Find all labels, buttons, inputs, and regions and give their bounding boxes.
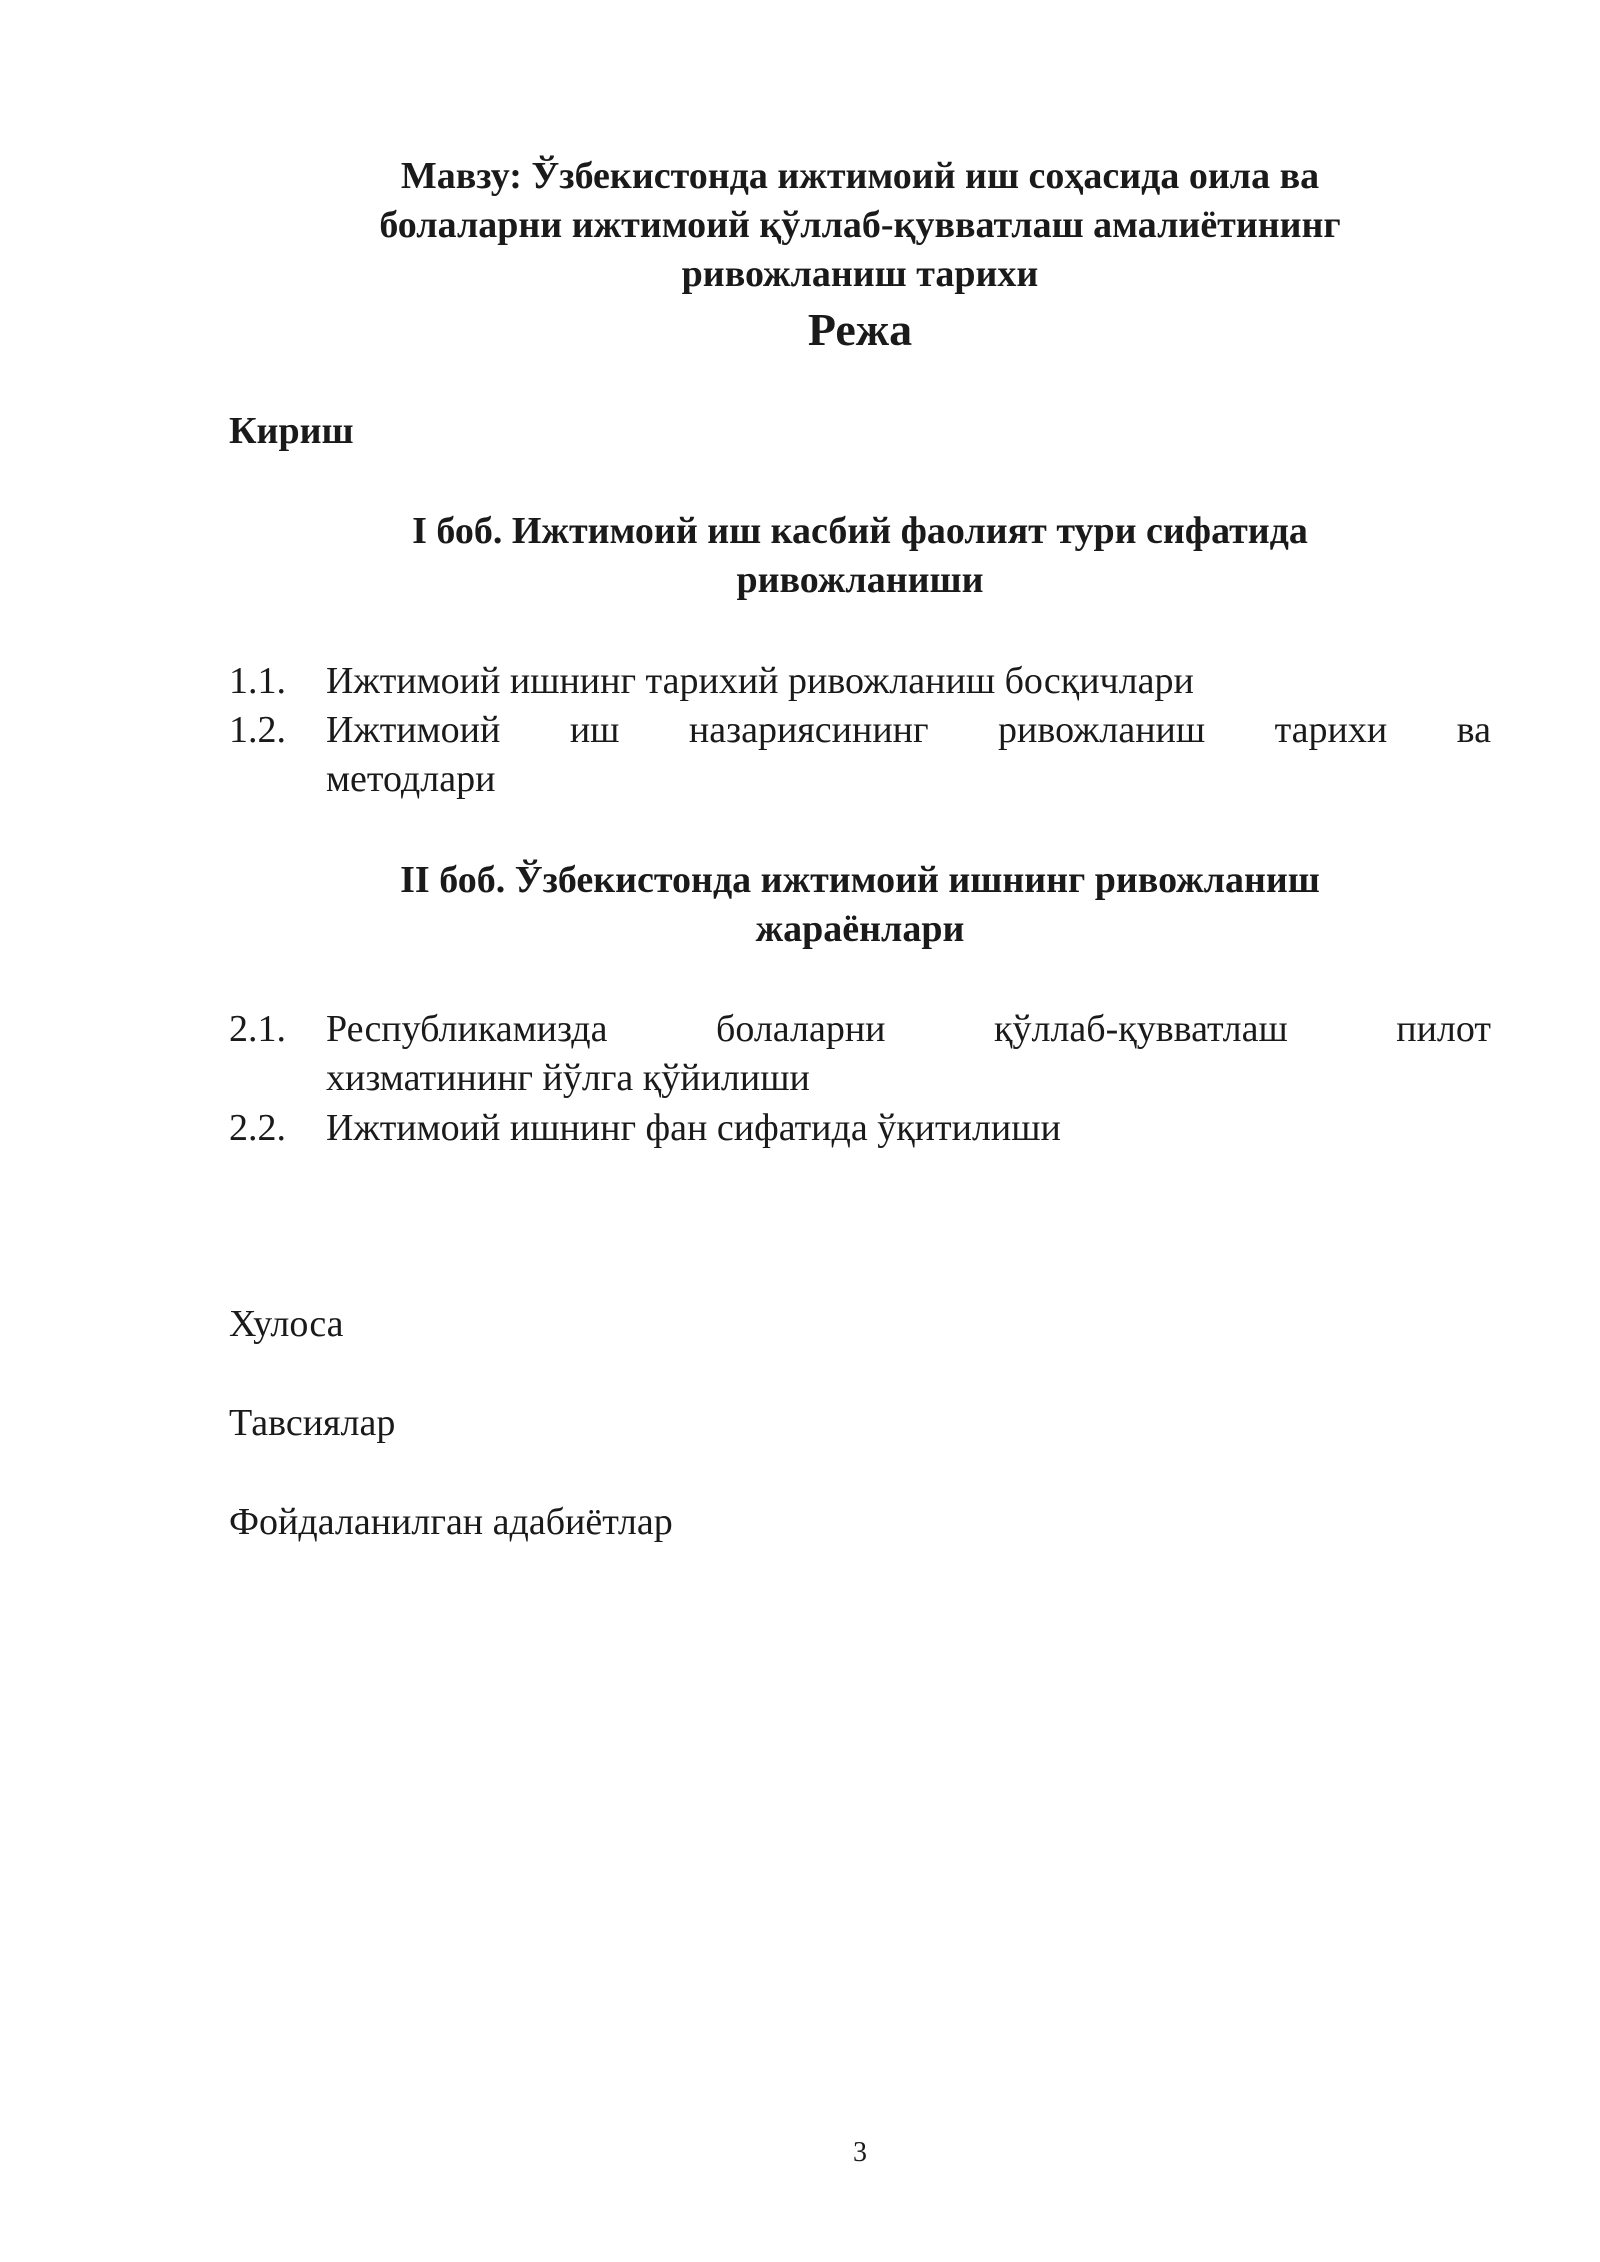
toc-item-line: Ижтимоий иш назариясининг ривожланиш тарихи ва: [326, 709, 1491, 751]
toc-item-line: Ижтимоий ишнинг тарихий ривожланиш босқичлари: [326, 660, 1194, 702]
references-heading: Фойдаланилган адабиётлар: [229, 1501, 673, 1543]
toc-item-1-1: [229, 657, 1491, 706]
chapter-title-line: I боб. Ижтимоий иш касбий фаолият тури сифатида: [412, 510, 1308, 552]
page-number: 3: [853, 2137, 867, 2168]
toc-item-line: хизматининг йўлга қўйилиши: [326, 1057, 810, 1099]
toc-item-2-1: [229, 1005, 1491, 1103]
toc-item-line: методлари: [326, 758, 496, 800]
recommendations-heading: Тавсиялар: [229, 1402, 396, 1444]
introduction-heading: Кириш: [229, 410, 354, 452]
conclusion-heading: Хулоса: [229, 1303, 344, 1345]
toc-item-text: [326, 1005, 1491, 1103]
document-title: [230, 152, 1490, 299]
title-line: Мавзу: Ўзбекистонда ижтимоий иш соҳасида оила ва: [400, 155, 1320, 197]
toc-item-2-2: [229, 1104, 1491, 1153]
toc-item-number: 1.2.: [229, 709, 286, 751]
toc-item-text: [326, 657, 1491, 706]
toc-item-number: 2.2.: [229, 1107, 286, 1149]
toc-item-number: 1.1.: [229, 660, 286, 702]
toc-item-1-2: [229, 706, 1491, 804]
title-line: ривожланиш тарихи: [681, 253, 1039, 295]
chapter-title-line: ривожланиши: [736, 559, 984, 601]
chapter-1-heading: [229, 507, 1491, 605]
toc-item-text: [326, 1104, 1491, 1153]
toc-item-line: Республикамизда болаларни қўллаб-қувватлаш пилот: [326, 1008, 1491, 1050]
toc-item-number: 2.1.: [229, 1008, 286, 1050]
plan-heading: Режа: [807, 304, 913, 355]
chapter-2-heading: [229, 856, 1491, 954]
toc-item-text: [326, 706, 1491, 804]
title-line: болаларни ижтимоий қўллаб-қувватлаш амалиётининг: [379, 204, 1341, 246]
chapter-title-line: жараёнлари: [755, 908, 965, 950]
toc-item-line: Ижтимоий ишнинг фан сифатида ўқитилиши: [326, 1107, 1061, 1149]
chapter-title-line: II боб. Ўзбекистонда ижтимоий ишнинг ривожланиш: [400, 859, 1320, 901]
